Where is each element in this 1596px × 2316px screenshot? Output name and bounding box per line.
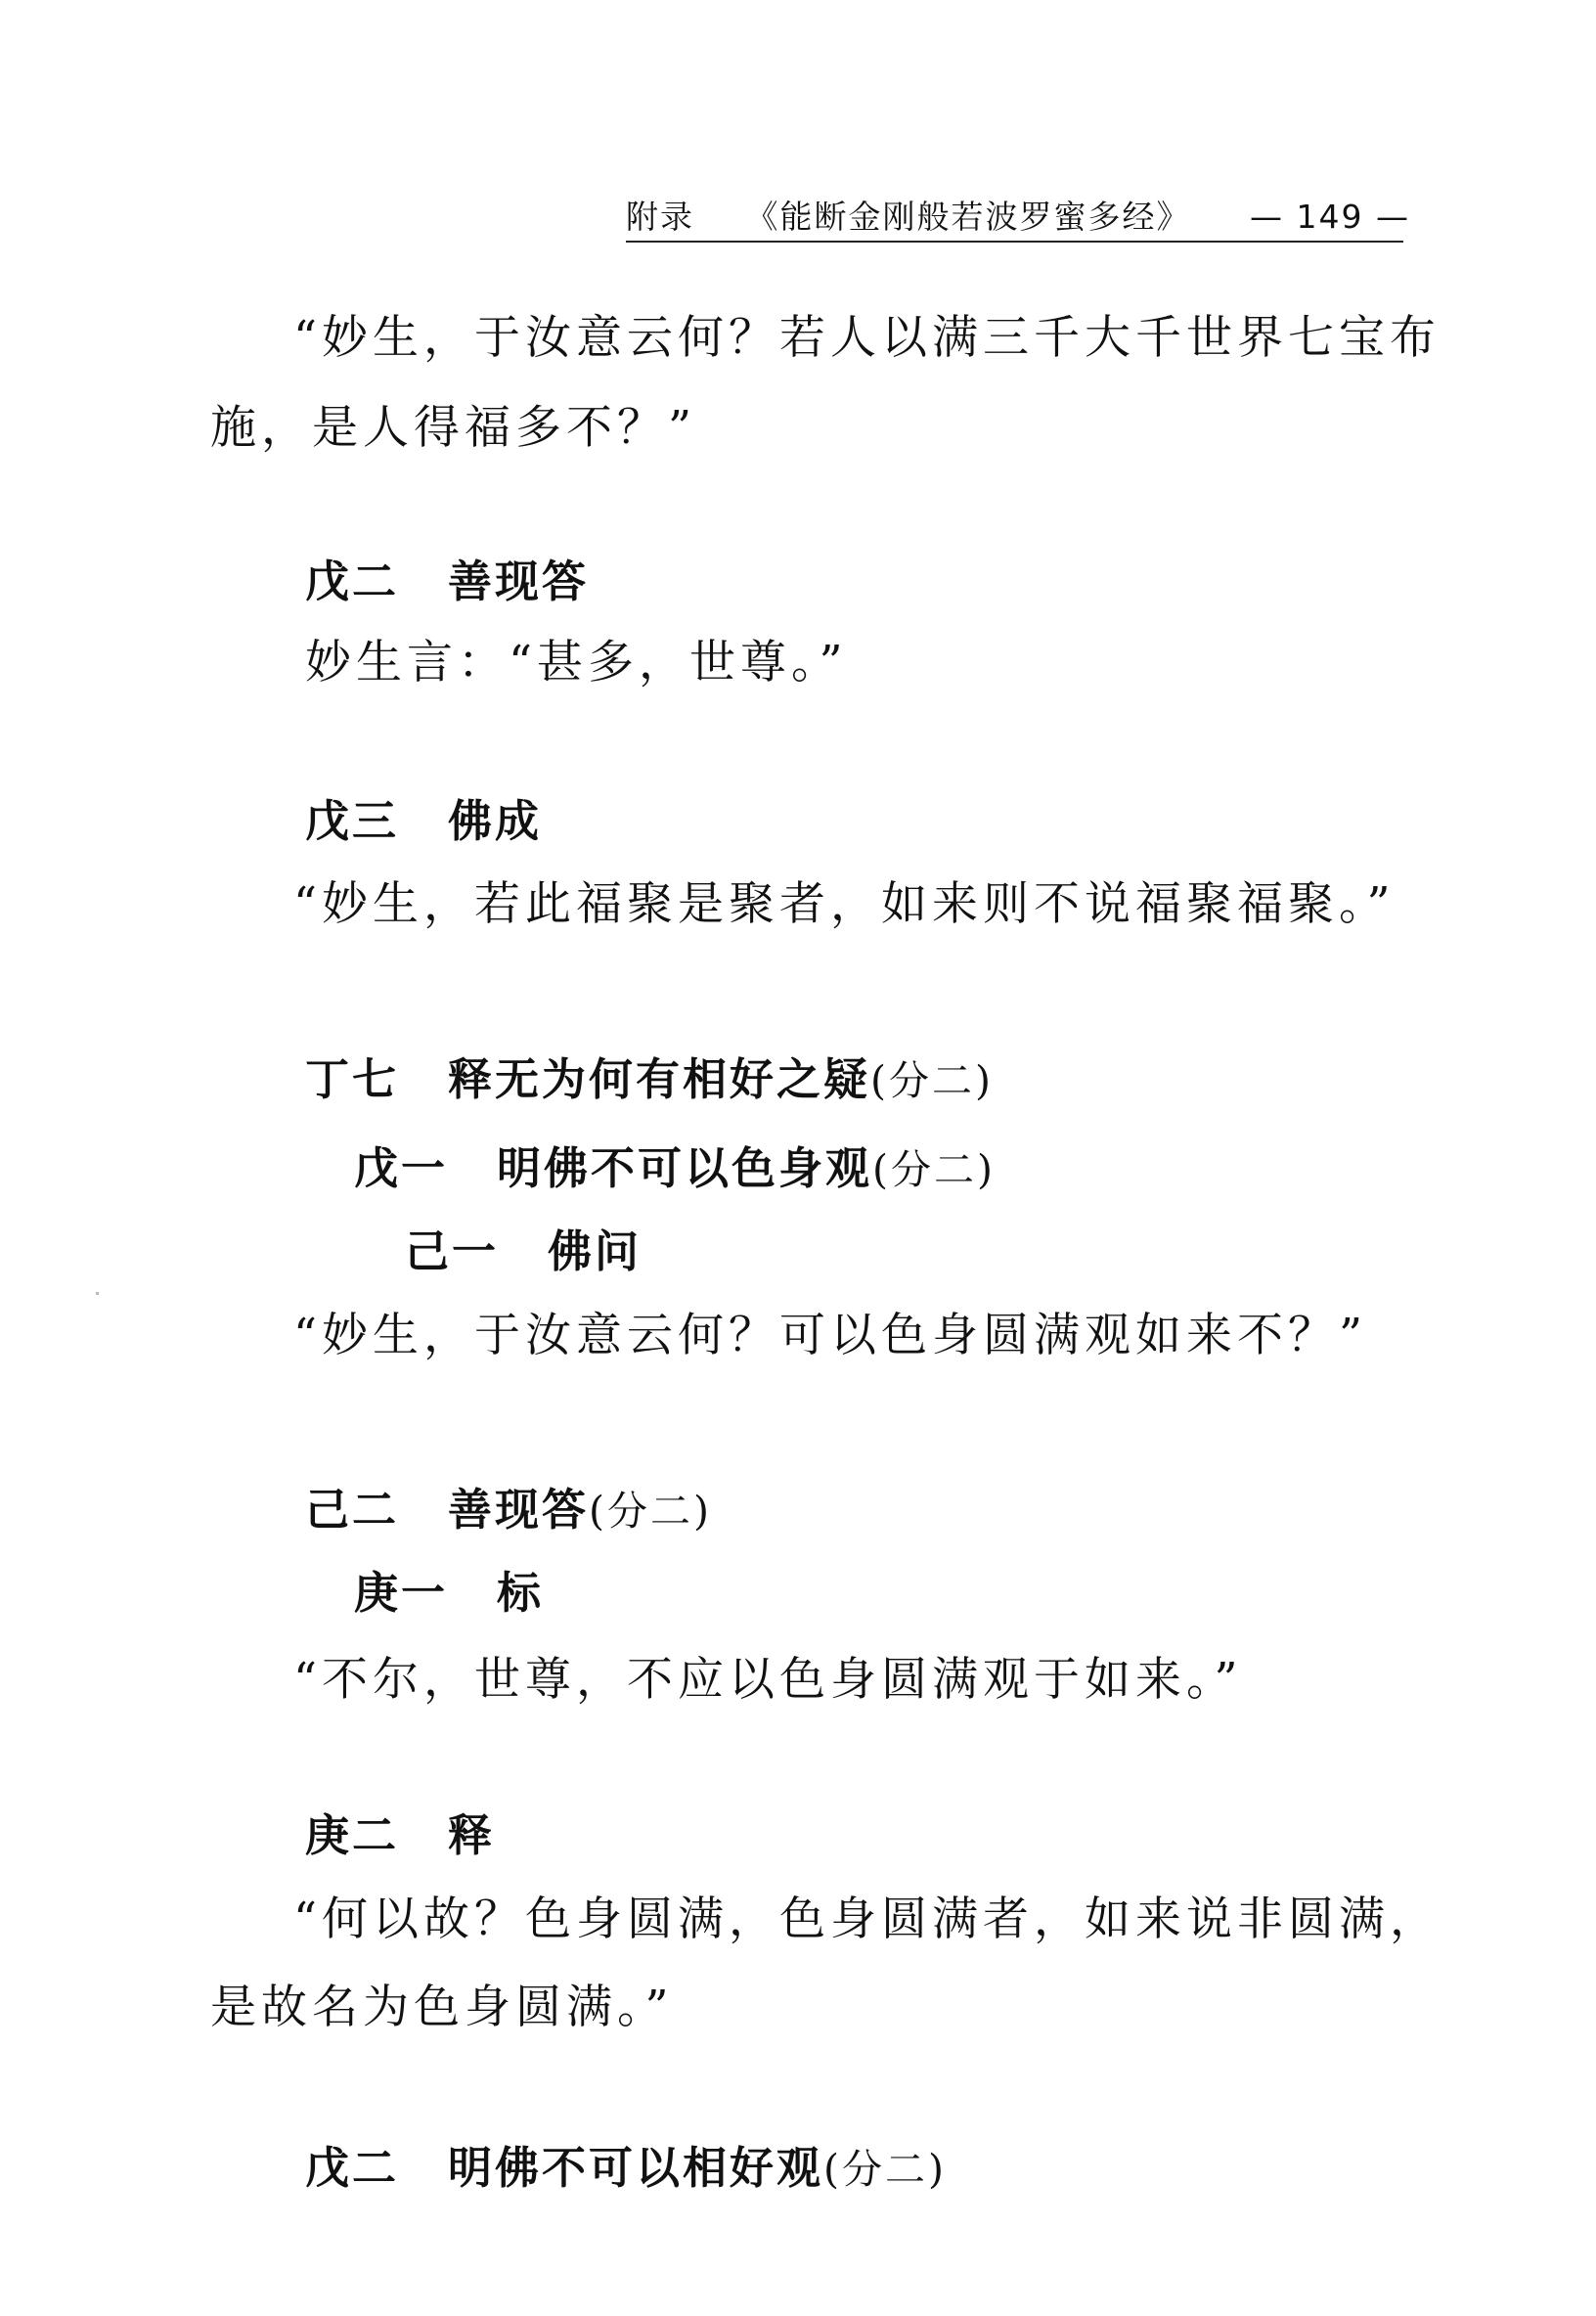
paragraph-3: “妙生，若此福聚是聚者，如来则不说福聚福聚。” — [293, 877, 1396, 931]
paragraph-1-line-2: 施，是人得福多不？” — [210, 401, 697, 455]
page-number: — 149 — — [1250, 198, 1410, 236]
heading-code: 己二 — [305, 1484, 400, 1536]
heading-wu-er-b — [305, 2132, 947, 2196]
heading-title: 明佛不可以色身观 — [497, 1142, 873, 1194]
header-rule — [626, 241, 1403, 243]
heading-title: 明佛不可以相好观 — [448, 2142, 824, 2194]
heading-title: 释无为何有相好之疑 — [448, 1053, 871, 1105]
header-book-title: 《能断金刚般若波罗蜜多经》 — [745, 198, 1191, 236]
heading-code: 己一 — [405, 1225, 500, 1277]
heading-geng-er — [305, 1800, 495, 1863]
heading-geng-yi — [354, 1557, 544, 1621]
paragraph-5: “不尔，世尊，不应以色身圆满观于如来。” — [293, 1653, 1243, 1707]
heading-wu-yi — [354, 1133, 996, 1196]
running-header — [626, 192, 1408, 238]
heading-wu-san — [305, 785, 542, 849]
heading-note: (分二) — [870, 1057, 995, 1104]
heading-note: (分二) — [823, 2146, 948, 2193]
paragraph-6-line-2: 是故名为色身圆满。” — [210, 1981, 674, 2034]
paragraph-6-line-1: “何以故？色身圆满，色身圆满者，如来说非圆满， — [293, 1893, 1441, 1946]
heading-code: 丁七 — [305, 1053, 400, 1105]
heading-note: (分二) — [589, 1488, 713, 1535]
heading-ding-qi — [305, 1044, 994, 1107]
heading-ji-er — [305, 1474, 712, 1537]
heading-title: 标 — [497, 1567, 545, 1619]
heading-title: 佛问 — [548, 1225, 643, 1277]
heading-title: 佛成 — [448, 795, 543, 847]
paragraph-2: 妙生言：“甚多，世尊。” — [305, 636, 848, 690]
heading-code: 戊三 — [305, 795, 400, 847]
heading-code: 庚二 — [305, 1809, 400, 1861]
heading-code: 庚一 — [354, 1567, 449, 1619]
heading-title: 释 — [448, 1809, 496, 1861]
heading-title: 善现答 — [448, 556, 590, 607]
speck — [96, 1292, 99, 1295]
heading-wu-er — [305, 546, 589, 609]
heading-code: 戊二 — [305, 556, 400, 607]
heading-code: 戊二 — [305, 2142, 400, 2194]
paragraph-1-line-1: “妙生，于汝意云何？若人以满三千大千世界七宝布 — [293, 311, 1441, 365]
heading-code: 戊一 — [354, 1142, 449, 1194]
heading-title: 善现答 — [448, 1484, 590, 1536]
header-section: 附录 — [626, 198, 694, 236]
heading-note: (分二) — [872, 1146, 997, 1193]
heading-ji-yi — [405, 1216, 642, 1279]
paragraph-4: “妙生，于汝意云何？可以色身圆满观如来不？” — [293, 1309, 1368, 1362]
